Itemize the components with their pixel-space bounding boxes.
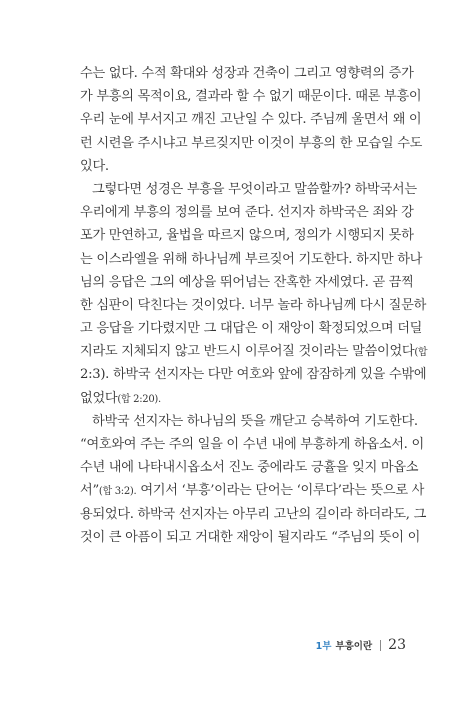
text-line: 것이 큰 아픔이 되고 거대한 재앙이 될지라도 “주님의 뜻이 이 bbox=[80, 529, 421, 545]
text-line: 는 이스라엘을 위해 하나님께 부르짖어 기도한다. 하지만 하나 bbox=[80, 251, 423, 267]
text-line-content: 서” bbox=[80, 483, 99, 499]
page-number: 23 bbox=[388, 637, 406, 653]
text-line: 있다. bbox=[80, 158, 109, 174]
text-line bbox=[80, 340, 428, 363]
bible-reference: (합 2:20). bbox=[117, 393, 161, 405]
text-line: 용되었다. 하박국 선지자는 아무리 고난의 길이라 하더라도, 그 bbox=[80, 506, 427, 522]
text-line bbox=[80, 479, 425, 502]
bible-reference: (합 3:2). bbox=[98, 486, 137, 498]
text-line: 그렇다면 성경은 부흥을 무엇이라고 말씀할까? 하박국서는 bbox=[92, 181, 417, 197]
text-line: 하박국 선지자는 하나님의 뜻을 깨닫고 승복하여 기도한다. bbox=[92, 413, 418, 429]
text-line bbox=[80, 387, 410, 410]
part-label: 1부 bbox=[315, 641, 332, 652]
text-line-content: 없었다 bbox=[80, 390, 118, 406]
text-line: 2:3). 하박국 선지자는 다만 여호와 앞에 잠잠하게 있을 수밖에 bbox=[80, 367, 427, 383]
bible-reference: (합 bbox=[414, 347, 428, 359]
text-line: 우리 눈에 부서지고 깨진 고난일 수 있다. 주님께 울면서 왜 이 bbox=[80, 112, 422, 128]
text-line: 가 부흥의 목적이요, 결과라 할 수 없기 때문이다. 때론 부흥이 bbox=[80, 89, 422, 105]
text-line: 고 응답을 기다렸지만 그 대답은 이 재앙이 확정되었으며 더딜 bbox=[80, 321, 423, 337]
text-line: 한 심판이 닥친다는 것이었다. 너무 놀라 하나님께 다시 질문하 bbox=[80, 297, 427, 313]
text-line: 수년 내에 나타내시옵소서 진노 중에라도 긍휼을 잊지 마옵소 bbox=[80, 460, 419, 476]
text-line-content: 지라도 지체되지 않고 반드시 이루어질 것이라는 말씀이었다 bbox=[80, 344, 415, 360]
body-text bbox=[80, 62, 428, 549]
section-title: 부흥이란 bbox=[335, 641, 373, 652]
text-line: 포가 만연하고, 율법을 따르지 않으며, 정의가 시행되지 못하 bbox=[80, 228, 414, 244]
text-line: 우리에게 부흥의 정의를 보여 준다. 선지자 하박국은 죄와 강 bbox=[80, 205, 414, 221]
text-line: 수는 없다. 수적 확대와 성장과 건축이 그리고 영향력의 증가 bbox=[80, 66, 414, 81]
text-line: 님의 응답은 그의 예상을 뛰어넘는 잔혹한 자세였다. 곧 끔찍 bbox=[80, 274, 414, 290]
page-footer bbox=[316, 637, 406, 653]
text-line: 런 시련을 주시냐고 부르짖지만 이것이 부흥의 한 모습일 수도 bbox=[80, 135, 423, 151]
footer-divider bbox=[380, 640, 381, 651]
text-line-content: 여기서 ‘부흥’이라는 단어는 ‘이루다’라는 뜻으로 사 bbox=[140, 483, 425, 499]
text-line: “여호와여 주는 주의 일을 이 수년 내에 부흥하게 하옵소서. 이 bbox=[80, 437, 424, 452]
